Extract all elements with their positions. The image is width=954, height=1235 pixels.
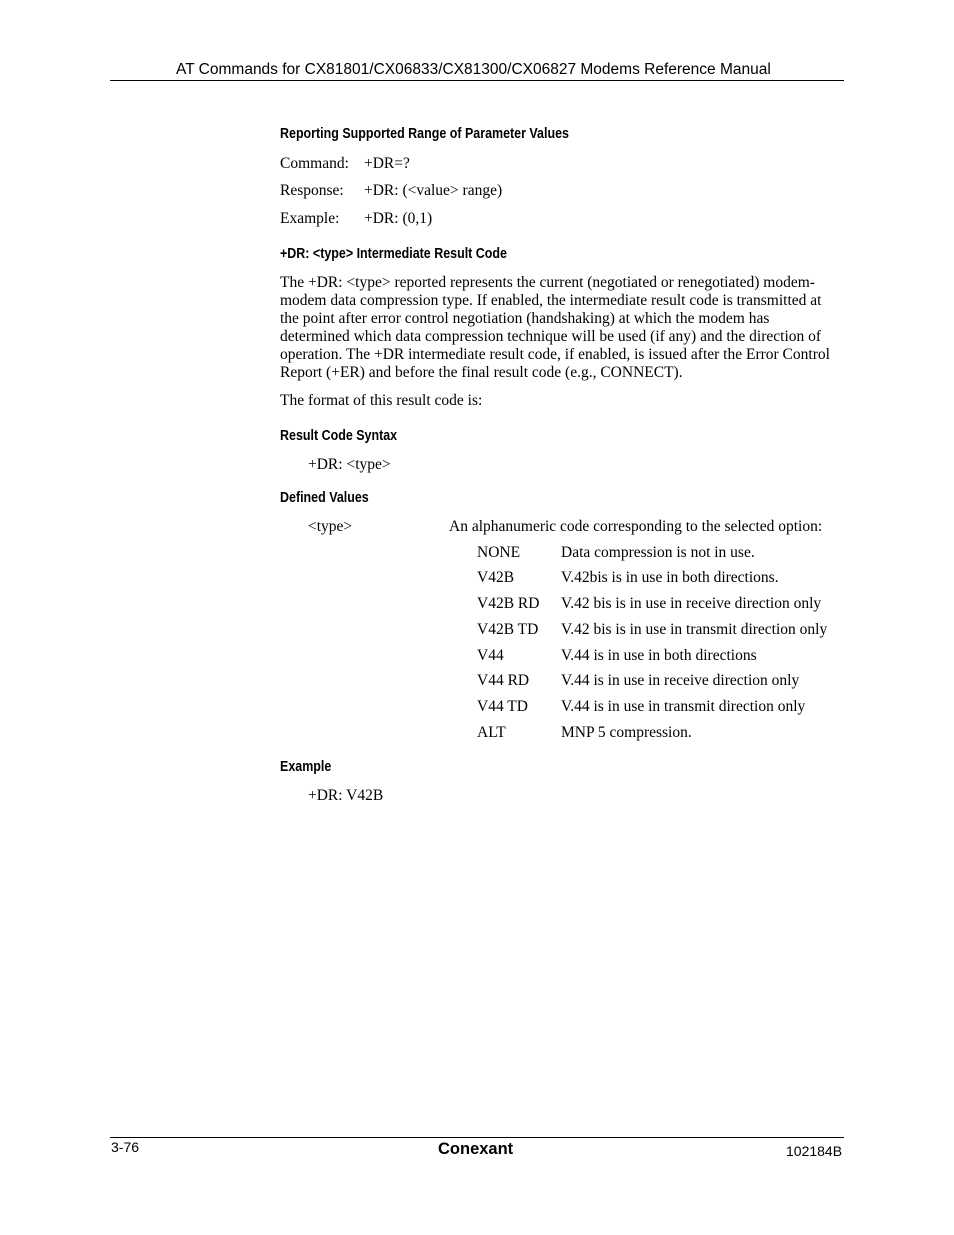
- option-code: NONE: [477, 544, 521, 561]
- header-rule: [110, 80, 844, 81]
- command-value: +DR=?: [364, 155, 410, 172]
- example-text: +DR: V42B: [308, 787, 384, 804]
- option-desc: V.44 is in use in receive direction only: [561, 672, 800, 689]
- option-desc: V.42 bis is in use in transmit direction only: [561, 621, 828, 638]
- option-code: V42B: [477, 569, 515, 586]
- option-code: V44 TD: [477, 698, 528, 715]
- defined-values-heading: Defined Values: [280, 490, 369, 506]
- option-desc: V.42bis is in use in both directions.: [561, 569, 779, 586]
- option-code: V44 RD: [477, 672, 530, 689]
- irc-heading: +DR: <type> Intermediate Result Code: [280, 246, 507, 262]
- example-heading: Example: [280, 759, 332, 775]
- option-desc: V.44 is in use in both directions: [561, 647, 757, 664]
- option-code: V42B RD: [477, 595, 540, 612]
- company-name: Conexant: [438, 1140, 514, 1158]
- example-value: +DR: (0,1): [364, 210, 433, 227]
- option-code: V42B TD: [477, 621, 539, 638]
- document-number: 102184B: [786, 1143, 843, 1159]
- option-desc: V.44 is in use in transmit direction only: [561, 698, 806, 715]
- example-label: Example:: [280, 210, 340, 227]
- format-note: The format of this result code is:: [280, 392, 483, 409]
- page-number: 3-76: [111, 1139, 140, 1155]
- option-desc: MNP 5 compression.: [561, 724, 692, 741]
- param-description: An alphanumeric code corresponding to the selected option:: [449, 518, 823, 535]
- option-code: ALT: [477, 724, 506, 741]
- syntax-heading: Result Code Syntax: [280, 428, 398, 444]
- option-desc: V.42 bis is in use in receive direction only: [561, 595, 822, 612]
- running-header: AT Commands for CX81801/CX06833/CX81300/CX06827 Modems Reference Manual: [176, 61, 771, 78]
- option-code: V44: [477, 647, 504, 664]
- option-desc: Data compression is not in use.: [561, 544, 755, 561]
- range-heading: Reporting Supported Range of Parameter Values: [280, 126, 569, 142]
- command-label: Command:: [280, 155, 349, 172]
- syntax-text: +DR: <type>: [308, 456, 391, 473]
- irc-paragraph: The +DR: <type> reported represents the current (negotiated or renegotiated) modem-modem data compression type. If enabled, the intermediate result code is transmitted at the point after error control negotiation (handshaking) at which the modem has determined which data compression technique will be used (if any) and the direction of operation. The +DR intermediate result code, if enabled, is issued after the Error Control Report (+ER) and before the final result code (e.g., CONNECT).: [280, 274, 830, 381]
- footer-rule: [110, 1137, 844, 1138]
- response-value: +DR: (<value> range): [364, 182, 503, 199]
- param-name: <type>: [308, 518, 353, 535]
- response-label: Response:: [280, 182, 344, 199]
